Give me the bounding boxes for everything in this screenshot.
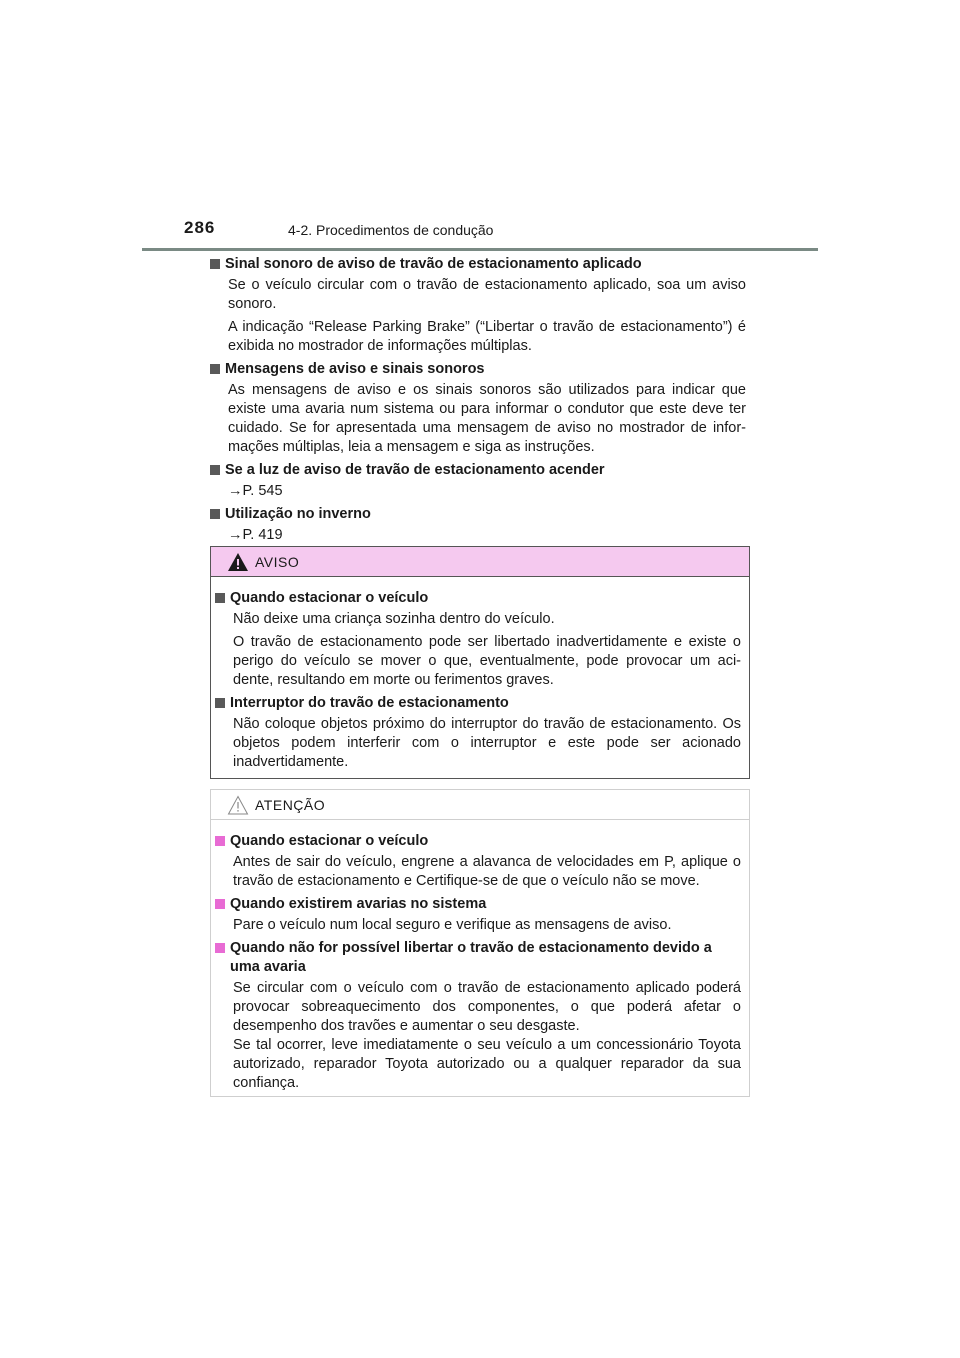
- paragraph: Se circular com o veículo com o travão de estacionamento aplicado poderá provocar sobreaquecimento dos componentes, o que poderá afetar o desempenho dos travões e aumentar o seu desgaste.: [233, 980, 741, 1034]
- section-title: Interruptor do travão de estacionamento: [230, 695, 509, 711]
- warning-box-header: [211, 547, 749, 577]
- bullet-square-icon: [215, 899, 225, 909]
- section-warning-light: [210, 461, 746, 501]
- bullet-square-icon: [215, 593, 225, 603]
- page-reference-link[interactable]: →P. 419: [228, 527, 283, 543]
- bullet-square-icon: [210, 465, 220, 475]
- caution-box: [210, 789, 750, 1097]
- section-title: Sinal sonoro de aviso de travão de estacionamento aplicado: [225, 256, 642, 272]
- section-title: Mensagens de aviso e sinais sonoros: [225, 361, 485, 377]
- warning-label: AVISO: [255, 553, 300, 570]
- paragraph: Não deixe uma criança sozinha dentro do veículo.: [233, 611, 555, 627]
- bullet-square-icon: [215, 943, 225, 953]
- bullet-square-icon: [215, 836, 225, 846]
- bullet-square-icon: [210, 259, 220, 269]
- page-header: [142, 214, 818, 251]
- section-winter-use: [210, 505, 746, 545]
- section-title: Quando estacionar o veículo: [230, 590, 429, 606]
- paragraph: Se o veículo circular com o travão de estacionamento aplicado, soa um aviso sonoro.: [228, 277, 746, 312]
- section-parking-brake-buzzer: [210, 255, 746, 356]
- caution-label: ATENÇÃO: [255, 796, 326, 813]
- paragraph: As mensagens de aviso e os sinais sonoros são utilizados para indicar que existe uma avaria num sistema ou para informar o condutor que este deve ter cuidado. Se for apresentada uma mensagem de aviso no mostrador de infor-mações múltiplas, leia a mensagem e siga as instruções.: [228, 382, 746, 455]
- section-title: Quando não for possível libertar o travão de estacionamento devido a uma avaria: [230, 940, 712, 975]
- paragraph: Não coloque objetos próximo do interruptor do travão de estacionamento. Os objetos podem interferir com o interruptor e este pode ser acionado inadvertidamente.: [233, 716, 741, 770]
- main-content: [210, 255, 746, 549]
- section-title: Utilização no inverno: [225, 506, 371, 522]
- section-title: Quando existirem avarias no sistema: [230, 896, 487, 912]
- warning-box: [210, 546, 750, 779]
- warning-box-body: [211, 577, 749, 772]
- bullet-square-icon: [210, 509, 220, 519]
- paragraph: A indicação “Release Parking Brake” (“Libertar o travão de estacionamento”) é exibida no mostrador de informações múltiplas.: [228, 319, 746, 354]
- page-reference-link[interactable]: →P. 545: [228, 483, 283, 499]
- warning-triangle-outline-icon: [227, 795, 249, 815]
- chapter-title: 4-2. Procedimentos de condução: [288, 222, 494, 238]
- bullet-square-icon: [210, 364, 220, 374]
- section-title: Se a luz de aviso de travão de estacionamento acender: [225, 462, 605, 478]
- warning-triangle-filled-icon: [227, 552, 249, 572]
- section-warning-messages: [210, 360, 746, 457]
- bullet-square-icon: [215, 698, 225, 708]
- section-title: Quando estacionar o veículo: [230, 833, 429, 849]
- caution-box-body: [211, 820, 749, 1093]
- paragraph: O travão de estacionamento pode ser libertado inadvertidamente e existe o perigo do veículo se mover o que, eventualmente, pode provocar um aci-dente, resultando em morte ou ferimentos graves.: [233, 634, 741, 688]
- paragraph: Se tal ocorrer, leve imediatamente o seu veículo a um concessionário Toyota autorizado, reparador Toyota autorizado ou a qualquer reparador da sua confiança.: [233, 1037, 741, 1091]
- paragraph: Antes de sair do veículo, engrene a alavanca de velocidades em P, aplique o travão de estacionamento e Certifique-se de que o veículo não se move.: [233, 854, 741, 889]
- paragraph: Pare o veículo num local seguro e verifique as mensagens de aviso.: [233, 917, 672, 933]
- caution-box-header: [211, 790, 749, 820]
- page-number: 286: [184, 218, 216, 237]
